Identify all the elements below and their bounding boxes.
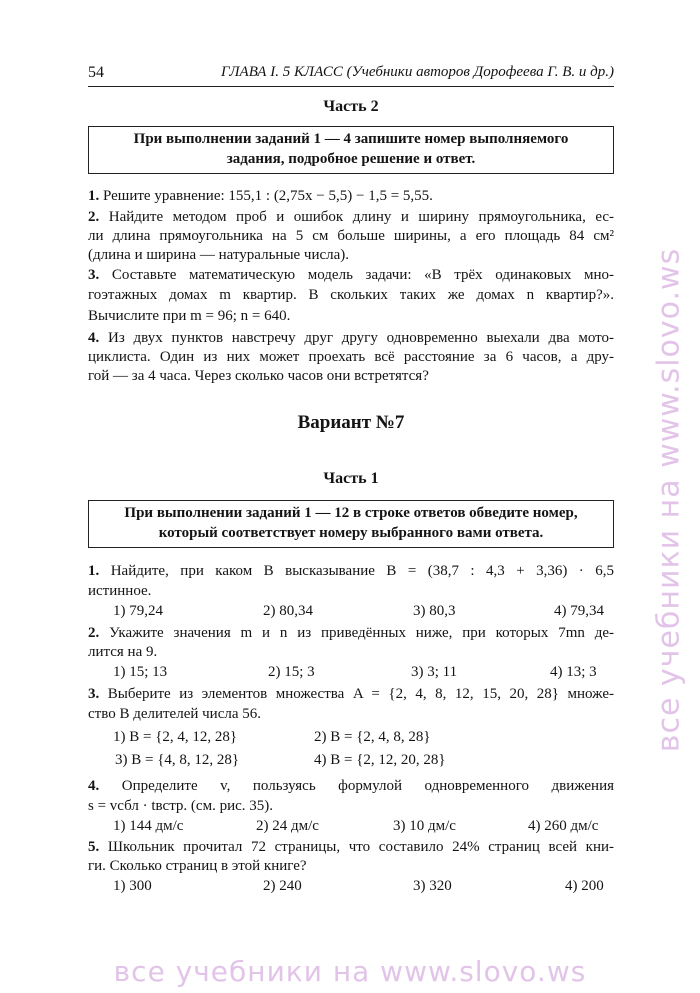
- task-2-line: ли длина прямоугольника на 5 см больше ширины, а его площадь 84 см²: [88, 228, 614, 244]
- answer-option[interactable]: 3) 80,3: [413, 603, 456, 619]
- watermark-bottom: все учебники на www.slovo.ws: [113, 955, 587, 988]
- answer-option[interactable]: 1) B = {2, 4, 12, 28}: [113, 729, 238, 745]
- answer-option[interactable]: 1) 15; 13: [113, 664, 168, 680]
- watermark-vertical: все учебники на www.slovo.ws: [651, 247, 687, 753]
- question-4-answers: [88, 818, 614, 837]
- task-1: [88, 187, 614, 206]
- answer-option[interactable]: 2) 15; 3: [268, 664, 315, 680]
- question-number: 3.: [88, 686, 100, 702]
- question-text: Укажите значения m и n из приведённых ниже, при которых 7mn де-: [109, 625, 614, 641]
- task-text: Найдите методом проб и ошибок длину и ширину прямоугольника, ес-: [108, 209, 615, 225]
- task-number: 2.: [88, 209, 100, 225]
- question-3-answers-row1: [88, 729, 614, 748]
- question-1-answers: [88, 603, 614, 622]
- question-2-line: лится на 9.: [88, 644, 158, 660]
- question-text: Определите v, пользуясь формулой одновременного движения: [121, 778, 615, 794]
- question-text: Найдите, при каком B высказывание B = (38,7 : 4,3 + 3,36) · 6,5: [110, 563, 614, 579]
- answer-option[interactable]: 3) 3; 11: [411, 664, 458, 680]
- question-5-line: ги. Сколько страниц в этой книге?: [88, 858, 307, 874]
- answer-option[interactable]: 3) 10 дм/с: [393, 818, 456, 834]
- variant-heading: Вариант №7: [297, 412, 405, 433]
- instruction-line: При выполнении заданий 1 — 4 запишите номер выполняемого: [133, 131, 569, 147]
- task-text: Решите уравнение: 155,1 : (2,75x − 5,5) − 1,5 = 5,55.: [103, 188, 433, 204]
- page-number: 54: [88, 64, 104, 81]
- question-2-line: [88, 624, 614, 643]
- running-title: ГЛАВА I. 5 КЛАСС (Учебники авторов Дорофеева Г. В. и др.): [221, 64, 614, 80]
- task-3-line: Вычислите при m = 96; n = 640.: [88, 308, 291, 324]
- question-3-line: [88, 685, 614, 704]
- part1-instruction-box: [88, 500, 614, 548]
- question-number: 2.: [88, 625, 100, 641]
- question-3-answers-row2: [88, 752, 614, 771]
- task-2-line: [88, 208, 614, 227]
- task-4-line: циклиста. Один из них может проехать всё расстояние за 6 часов, а дру-: [88, 349, 614, 365]
- question-number: 4.: [88, 778, 100, 794]
- question-text: Школьник прочитал 72 страницы, что составило 24% страниц всей кни-: [107, 839, 615, 855]
- question-3-line: ство B делителей числа 56.: [88, 706, 262, 722]
- answer-option[interactable]: 4) B = {2, 12, 20, 28}: [314, 752, 446, 768]
- answer-option[interactable]: 4) 79,34: [554, 603, 604, 619]
- answer-option[interactable]: 4) 260 дм/с: [528, 818, 599, 834]
- part2-instruction-box: [88, 126, 614, 174]
- task-number: 3.: [88, 267, 100, 283]
- task-text: Из двух пунктов навстречу друг другу одновременно выехали два мото-: [108, 330, 615, 346]
- page-header: [88, 64, 614, 87]
- instruction-line: который соответствует номеру выбранного вами ответа.: [158, 525, 544, 541]
- answer-option[interactable]: 2) 80,34: [263, 603, 313, 619]
- instruction-line: задания, подробное решение и ответ.: [226, 151, 476, 167]
- question-4-line: [88, 777, 614, 796]
- answer-option[interactable]: 4) 200: [565, 878, 604, 894]
- answer-option[interactable]: 3) 320: [413, 878, 452, 894]
- question-2-answers: [88, 664, 614, 683]
- question-5-answers: [88, 878, 614, 897]
- question-1-line: истинное.: [88, 583, 152, 599]
- task-text: Составьте математическую модель задачи: «В трёх одинаковых мно-: [111, 267, 615, 283]
- answer-option[interactable]: 1) 300: [113, 878, 152, 894]
- answer-option[interactable]: 2) 24 дм/с: [256, 818, 319, 834]
- answer-option[interactable]: 2) 240: [263, 878, 302, 894]
- question-4-line: s = vсбл · tвстр. (см. рис. 35).: [88, 798, 274, 814]
- task-3-line: гоэтажных домах m квартир. В скольких таких же домах n квартир?».: [88, 287, 614, 303]
- part2-heading: Часть 2: [323, 98, 379, 115]
- question-text: Выберите из элементов множества A = {2, 4, 8, 12, 15, 20, 28} множе-: [107, 686, 614, 702]
- question-number: 1.: [88, 563, 100, 579]
- task-2-line: (длина и ширина — натуральные числа).: [88, 247, 350, 263]
- answer-option[interactable]: 4) 13; 3: [550, 664, 597, 680]
- task-number: 4.: [88, 330, 100, 346]
- question-5-line: [88, 838, 614, 857]
- task-4-line: гой — за 4 часа. Через сколько часов они встретятся?: [88, 368, 429, 384]
- answer-option[interactable]: 2) B = {2, 4, 8, 28}: [314, 729, 431, 745]
- question-number: 5.: [88, 839, 100, 855]
- answer-option[interactable]: 3) B = {4, 8, 12, 28}: [115, 752, 240, 768]
- question-1-line: [88, 562, 614, 581]
- task-4-line: [88, 329, 614, 348]
- task-number: 1.: [88, 188, 100, 204]
- answer-option[interactable]: 1) 144 дм/с: [113, 818, 184, 834]
- part1-heading: Часть 1: [323, 470, 379, 487]
- task-3-line: [88, 266, 614, 285]
- instruction-line: При выполнении заданий 1 — 12 в строке ответов обведите номер,: [124, 505, 578, 521]
- answer-option[interactable]: 1) 79,24: [113, 603, 163, 619]
